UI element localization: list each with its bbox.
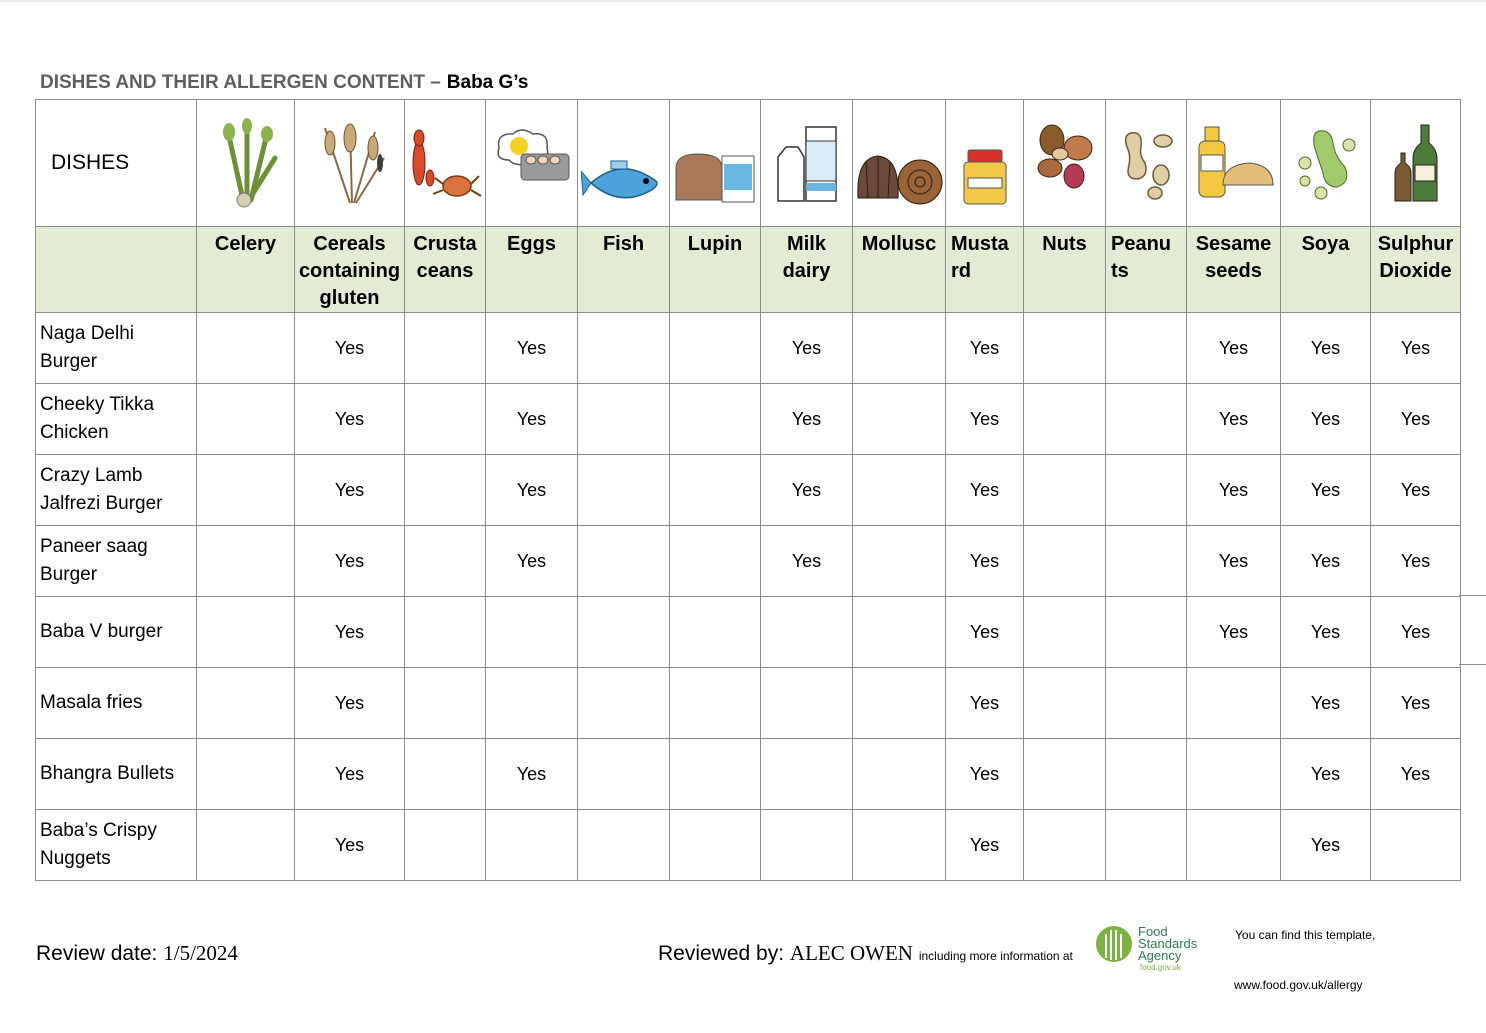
nuts-icon xyxy=(1024,100,1106,227)
allergen-cell xyxy=(1024,597,1106,668)
allergen-label-eggs: Eggs xyxy=(486,227,578,313)
allergen-cell xyxy=(1106,810,1187,881)
allergen-cell: Yes xyxy=(1281,739,1371,810)
allergen-label-nuts: Nuts xyxy=(1024,227,1106,313)
allergen-cell: Yes xyxy=(1281,526,1371,597)
allergen-cell: Yes xyxy=(761,526,853,597)
name-row-blank xyxy=(36,227,197,313)
allergen-cell: Yes xyxy=(486,739,578,810)
allergen-cell: Yes xyxy=(946,526,1024,597)
logo-line2: Standards xyxy=(1138,936,1198,951)
allergen-cell xyxy=(197,455,295,526)
allergen-cell xyxy=(761,810,853,881)
allergen-cell xyxy=(853,810,946,881)
allergen-label-musta-rd: Musta rd xyxy=(946,227,1024,313)
allergen-cell: Yes xyxy=(1281,313,1371,384)
allergen-cell xyxy=(853,384,946,455)
allergen-cell xyxy=(853,313,946,384)
celery-icon xyxy=(197,100,295,227)
allergen-cell xyxy=(1024,384,1106,455)
allergen-cell: Yes xyxy=(486,455,578,526)
allergen-cell: Yes xyxy=(1371,597,1461,668)
allergen-cell xyxy=(405,739,486,810)
allergen-cell: Yes xyxy=(1371,455,1461,526)
allergen-cell xyxy=(1106,384,1187,455)
dish-name: Baba V burger xyxy=(36,597,197,668)
allergen-cell: Yes xyxy=(295,668,405,739)
allergen-cell xyxy=(853,739,946,810)
allergen-cell: Yes xyxy=(761,313,853,384)
allergen-label-fish: Fish xyxy=(578,227,670,313)
allergen-cell xyxy=(197,597,295,668)
allergen-cell: Yes xyxy=(1281,810,1371,881)
allergen-cell xyxy=(1024,810,1106,881)
allergen-cell: Yes xyxy=(1187,313,1281,384)
table-row xyxy=(36,526,1461,597)
allergen-cell xyxy=(197,313,295,384)
allergen-cell xyxy=(1106,739,1187,810)
table-row xyxy=(36,810,1461,881)
allergen-cell: Yes xyxy=(1187,597,1281,668)
allergen-cell: Yes xyxy=(761,384,853,455)
allergen-cell xyxy=(1187,810,1281,881)
mollusc-icon xyxy=(853,100,946,227)
allergen-cell xyxy=(670,739,761,810)
allergen-cell: Yes xyxy=(946,313,1024,384)
table-edge-line xyxy=(1459,595,1486,665)
allergen-cell: Yes xyxy=(1281,384,1371,455)
allergen-cell: Yes xyxy=(1281,455,1371,526)
dish-name: Baba’s Crispy Nuggets xyxy=(36,810,197,881)
allergen-cell xyxy=(1106,526,1187,597)
wheat-icon xyxy=(295,100,405,227)
allergen-cell xyxy=(197,739,295,810)
allergen-cell xyxy=(405,597,486,668)
allergen-cell xyxy=(405,810,486,881)
reviewed-by-label: Reviewed by: xyxy=(658,942,785,965)
allergen-cell xyxy=(1187,668,1281,739)
allergen-label-milk-dairy: Milk dairy xyxy=(761,227,853,313)
allergen-cell: Yes xyxy=(946,384,1024,455)
allergen-cell xyxy=(578,384,670,455)
table-row xyxy=(36,597,1461,668)
soya-icon xyxy=(1281,100,1371,227)
allergen-cell xyxy=(486,810,578,881)
allergen-cell xyxy=(853,526,946,597)
lupin-flour-icon xyxy=(670,100,761,227)
allergen-cell: Yes xyxy=(486,313,578,384)
allergen-cell xyxy=(405,313,486,384)
allergen-label-mollusc: Mollusc xyxy=(853,227,946,313)
allergen-cell xyxy=(578,526,670,597)
eggs-icon xyxy=(486,100,578,227)
allergen-cell xyxy=(1106,455,1187,526)
top-divider xyxy=(0,0,1486,2)
fsa-logo xyxy=(1094,920,1198,976)
allergen-cell xyxy=(761,668,853,739)
allergen-cell xyxy=(1106,668,1187,739)
allergen-cell xyxy=(670,526,761,597)
allergen-label-sulphur-dioxide: Sulphur Dioxide xyxy=(1371,227,1461,313)
allergen-label-lupin: Lupin xyxy=(670,227,761,313)
allergen-cell: Yes xyxy=(946,597,1024,668)
logo-line3: Agency xyxy=(1138,948,1182,963)
allergen-cell: Yes xyxy=(946,810,1024,881)
allergen-cell xyxy=(405,384,486,455)
allergen-cell xyxy=(405,455,486,526)
allergen-cell xyxy=(578,668,670,739)
allergen-cell xyxy=(670,668,761,739)
page-title xyxy=(40,72,528,94)
allergen-cell xyxy=(670,810,761,881)
allergen-cell xyxy=(1024,313,1106,384)
allergen-cell: Yes xyxy=(1281,668,1371,739)
allergen-cell xyxy=(853,668,946,739)
crustacean-icon xyxy=(405,100,486,227)
allergen-cell: Yes xyxy=(1281,597,1371,668)
sesame-icon xyxy=(1187,100,1281,227)
review-date-label: Review date: xyxy=(36,942,158,965)
fish-icon xyxy=(578,100,670,227)
venue-name: Baba G’s xyxy=(446,72,529,93)
allergen-cell: Yes xyxy=(1371,668,1461,739)
dish-name: Cheeky Tikka Chicken xyxy=(36,384,197,455)
allergen-cell: Yes xyxy=(1187,384,1281,455)
allergen-cell xyxy=(405,526,486,597)
template-note: You can find this template, xyxy=(1235,928,1376,942)
dish-name: Crazy Lamb Jalfrezi Burger xyxy=(36,455,197,526)
allergen-cell xyxy=(578,810,670,881)
reviewer-name: ALEC OWEN xyxy=(789,941,913,965)
allergen-cell xyxy=(578,455,670,526)
allergen-cell xyxy=(486,668,578,739)
allergen-cell: Yes xyxy=(1187,526,1281,597)
allergen-label-sesame-seeds: Sesame seeds xyxy=(1187,227,1281,313)
logo-line1: Food xyxy=(1138,924,1168,939)
allergen-cell: Yes xyxy=(295,455,405,526)
allergen-cell xyxy=(761,739,853,810)
allergen-cell: Yes xyxy=(295,597,405,668)
allergen-label-crusta-ceans: Crusta ceans xyxy=(405,227,486,313)
allergen-cell xyxy=(197,668,295,739)
allergen-cell: Yes xyxy=(1371,739,1461,810)
allergen-cell xyxy=(1024,455,1106,526)
table-row xyxy=(36,313,1461,384)
review-date-value: 1/5/2024 xyxy=(163,941,238,965)
allergen-cell xyxy=(197,810,295,881)
allergen-cell xyxy=(578,597,670,668)
icon-row xyxy=(36,100,1461,227)
allergen-cell: Yes xyxy=(946,668,1024,739)
allergen-cell xyxy=(853,455,946,526)
review-date xyxy=(36,941,238,966)
allergen-cell: Yes xyxy=(486,526,578,597)
template-url[interactable]: www.food.gov.uk/allergy xyxy=(1234,978,1363,992)
reviewed-by xyxy=(658,941,1073,966)
allergen-cell xyxy=(405,668,486,739)
allergen-cell: Yes xyxy=(1371,313,1461,384)
allergen-cell: Yes xyxy=(295,810,405,881)
allergen-cell: Yes xyxy=(295,384,405,455)
info-text: including more information at xyxy=(918,949,1073,963)
allergen-cell xyxy=(578,739,670,810)
allergen-cell xyxy=(1371,810,1461,881)
dish-name: Masala fries xyxy=(36,668,197,739)
allergen-cell xyxy=(1106,597,1187,668)
allergen-cell: Yes xyxy=(1371,384,1461,455)
dish-name: Bhangra Bullets xyxy=(36,739,197,810)
allergen-cell xyxy=(670,455,761,526)
allergen-cell xyxy=(486,597,578,668)
allergen-label-cereals-containing-gluten: Cereals containing gluten xyxy=(295,227,405,313)
mustard-icon xyxy=(946,100,1024,227)
allergen-cell: Yes xyxy=(1371,526,1461,597)
allergen-cell: Yes xyxy=(295,739,405,810)
allergen-cell xyxy=(761,597,853,668)
allergen-cell: Yes xyxy=(1187,455,1281,526)
allergen-cell: Yes xyxy=(946,739,1024,810)
wine-bottle-icon xyxy=(1371,100,1461,227)
peanut-icon xyxy=(1106,100,1187,227)
table-row xyxy=(36,455,1461,526)
allergen-cell xyxy=(670,384,761,455)
allergen-cell xyxy=(1024,668,1106,739)
allergen-label-celery: Celery xyxy=(197,227,295,313)
allergen-cell xyxy=(197,526,295,597)
table-row xyxy=(36,739,1461,810)
milk-icon xyxy=(761,100,853,227)
allergen-cell xyxy=(197,384,295,455)
allergen-cell xyxy=(853,597,946,668)
allergen-cell xyxy=(578,313,670,384)
allergen-cell xyxy=(1024,739,1106,810)
table-row xyxy=(36,384,1461,455)
allergen-name-row xyxy=(36,227,1461,313)
title-text: DISHES AND THEIR ALLERGEN CONTENT – xyxy=(40,72,441,93)
allergen-cell xyxy=(670,597,761,668)
dish-name: Paneer saag Burger xyxy=(36,526,197,597)
logo-url: food.gov.uk xyxy=(1140,963,1181,972)
table-row xyxy=(36,668,1461,739)
dishes-heading: DISHES xyxy=(36,100,197,227)
allergen-cell: Yes xyxy=(295,313,405,384)
allergen-cell xyxy=(1106,313,1187,384)
allergen-cell xyxy=(1024,526,1106,597)
allergen-cell: Yes xyxy=(486,384,578,455)
allergen-cell: Yes xyxy=(946,455,1024,526)
dish-name: Naga Delhi Burger xyxy=(36,313,197,384)
allergen-table xyxy=(35,99,1461,881)
allergen-label-peanu-ts: Peanu ts xyxy=(1106,227,1187,313)
allergen-cell xyxy=(670,313,761,384)
allergen-cell: Yes xyxy=(761,455,853,526)
allergen-cell: Yes xyxy=(295,526,405,597)
allergen-label-soya: Soya xyxy=(1281,227,1371,313)
allergen-cell xyxy=(1187,739,1281,810)
